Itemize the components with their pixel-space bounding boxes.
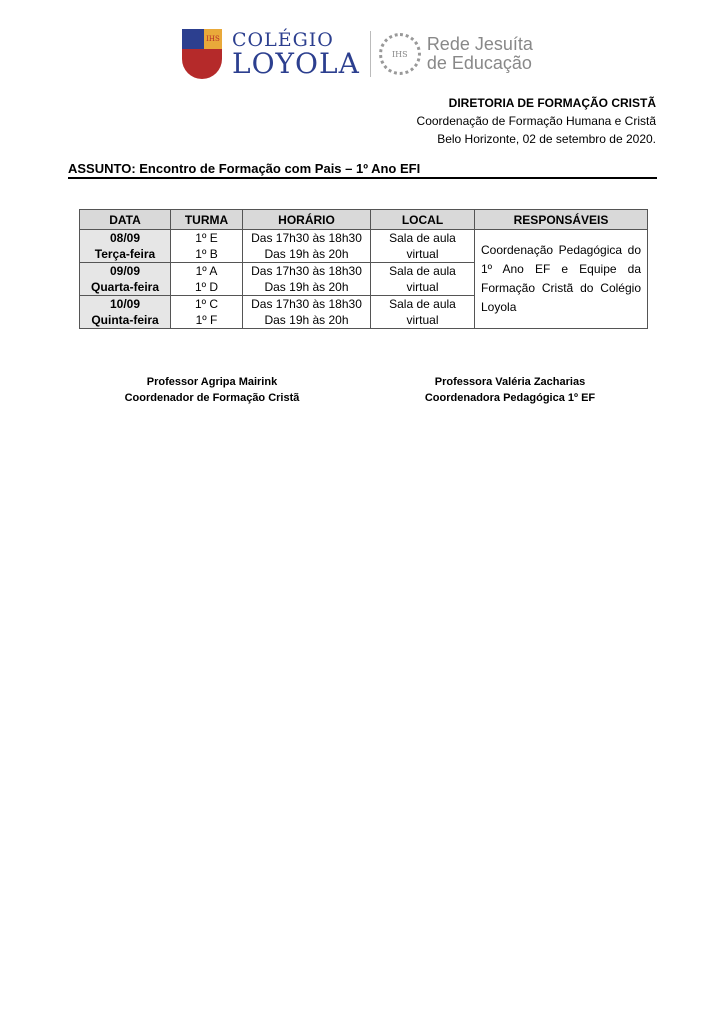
logo-network-line2: de Educação: [426, 53, 532, 73]
local-cell: Sala de aula virtual: [371, 230, 475, 263]
subject-line: ASSUNTO: Encontro de Formação com Pais – 1º Ano EFI: [68, 161, 657, 179]
time-cell: Das 17h30 às 18h30 Das 19h às 20h: [243, 296, 371, 329]
date-cell: 10/09 Quinta-feira: [80, 296, 171, 329]
turma-cell: 1º C 1º F: [171, 296, 243, 329]
coordination: Coordenação de Formação Humana e Cristã: [416, 114, 656, 128]
col-header-local: LOCAL: [371, 210, 475, 230]
logo-network-line1: Rede Jesuíta: [426, 34, 533, 55]
signature-block-left: [112, 374, 312, 406]
department: DIRETORIA DE FORMAÇÃO CRISTÃ: [448, 96, 656, 110]
responsaveis-cell: Coordenação Pedagógica do 1º Ano EF e Equipe da Formação Cristã do Colégio Loyola: [475, 230, 648, 329]
table-row: [80, 230, 648, 263]
turma-cell: 1º E 1º B: [171, 230, 243, 263]
letterhead: [417, 94, 656, 148]
schedule-table: [79, 209, 648, 329]
signature-block-right: [410, 374, 610, 406]
col-header-turma: TURMA: [171, 210, 243, 230]
logo-school-line2: LOYOLA: [232, 46, 360, 80]
turma-cell: 1º A 1º D: [171, 263, 243, 296]
col-header-data: DATA: [80, 210, 171, 230]
place-date: Belo Horizonte, 02 de setembro de 2020.: [437, 132, 656, 146]
local-cell: Sala de aula virtual: [371, 263, 475, 296]
sun-emblem-icon: IHS: [379, 33, 421, 75]
shield-icon: IHS: [182, 29, 222, 79]
signer-role: Coordenadora Pedagógica 1º EF: [424, 392, 596, 404]
signer-name: Professora Valéria Zacharias: [434, 376, 586, 388]
signer-role: Coordenador de Formação Cristã: [124, 392, 300, 404]
time-cell: Das 17h30 às 18h30 Das 19h às 20h: [243, 263, 371, 296]
date-cell: 08/09 Terça-feira: [80, 230, 171, 263]
school-logo: [182, 28, 533, 80]
logo-school-line1: COLÉGIO: [232, 28, 334, 51]
signer-name: Professor Agripa Mairink: [146, 376, 278, 388]
table-header-row: [80, 210, 648, 230]
time-cell: Das 17h30 às 18h30 Das 19h às 20h: [243, 230, 371, 263]
col-header-horario: HORÁRIO: [243, 210, 371, 230]
local-cell: Sala de aula virtual: [371, 296, 475, 329]
col-header-responsaveis: RESPONSÁVEIS: [475, 210, 648, 230]
logo-divider: [370, 31, 371, 77]
date-cell: 09/09 Quarta-feira: [80, 263, 171, 296]
